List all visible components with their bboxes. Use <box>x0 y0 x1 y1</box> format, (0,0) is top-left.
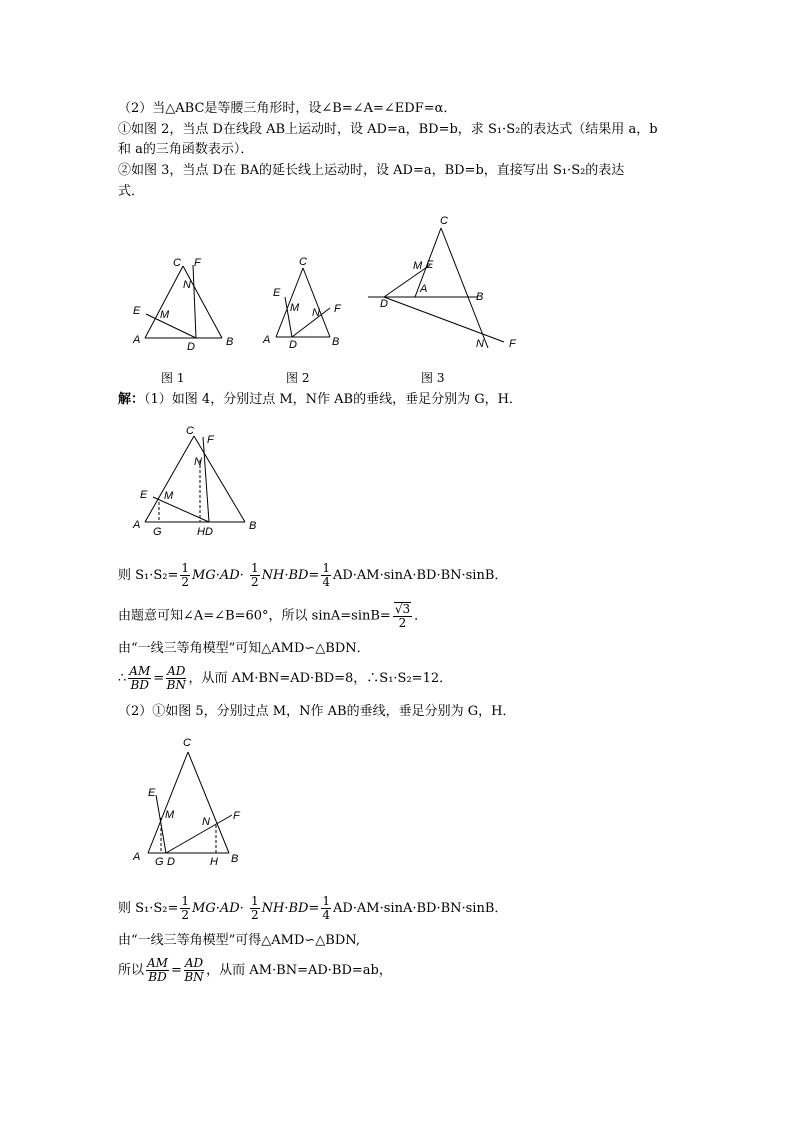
formula1-mid2: NH·BD= <box>261 568 320 583</box>
frac-num: 1 <box>322 894 330 908</box>
equals: = <box>170 963 182 978</box>
frac-num: 1 <box>181 894 190 908</box>
fig2-label-A: A <box>263 334 271 346</box>
frac-num: 1 <box>250 894 259 908</box>
fig1-label-N: N <box>183 279 191 291</box>
ratio-line-2-prefix: 所以 <box>118 963 145 978</box>
fig4-label-HD: HD <box>197 526 213 538</box>
frac-num: 1 <box>181 561 190 575</box>
fig4-label-A: A <box>133 519 141 531</box>
fig3-label-C: C <box>440 215 448 227</box>
solution-part2-intro: （2）①如图 5，分别过点 M，N作 AB的垂线，垂足分别为 G，H． <box>118 704 516 719</box>
fig1-label-B: B <box>226 336 234 348</box>
problem-q2-line1: ②如图 3，当点 D在 BA的延长线上运动时，设 AD=a，BD=b，直接写出 S₁·S₂的表达 <box>118 163 625 178</box>
frac-den: 2 <box>181 908 190 922</box>
fig5-label-E: E <box>148 787 156 799</box>
frac-den: BN <box>166 678 186 692</box>
formula1-tail: AD·AM·sinA·BD·BN·sinB． <box>332 568 508 583</box>
fraction-AD-BN <box>184 957 204 984</box>
fig5-label-B: B <box>231 853 239 865</box>
frac-den: 4 <box>322 575 330 589</box>
fig3-label-E: E <box>426 259 434 271</box>
frac-num: AD <box>167 664 186 678</box>
fig5-label-M: M <box>165 809 175 821</box>
fig2-label-N: N <box>312 307 320 319</box>
fig3-label-D: D <box>380 298 388 310</box>
formula2-prefix: 则 S₁·S₂= <box>118 901 179 916</box>
frac-den: 4 <box>322 908 330 922</box>
formula-2 <box>118 895 507 922</box>
caption-fig2: 图 2 <box>286 371 310 385</box>
caption-fig3: 图 3 <box>421 371 445 385</box>
problem-q1-line1: ①如图 2，当点 D在线段 AB上运动时，设 AD=a，BD=b，求 S₁·S₂的表达式（结果用 a，b <box>118 122 658 137</box>
fig2-label-F: F <box>334 303 341 315</box>
period: ． <box>414 608 428 624</box>
ratio-line-2-tail: ，从而 AM·BN=AD·BD=ab， <box>206 963 392 978</box>
fraction-half-1 <box>180 895 190 922</box>
frac-num: AM <box>129 664 151 678</box>
frac-num: AD <box>184 956 204 970</box>
problem-q1-line2: 和 a的三角函数表示）． <box>118 142 254 157</box>
fig5-label-F: F <box>233 810 240 822</box>
therefore-symbol: ∴ <box>118 671 127 686</box>
formula2-mid2: NH·BD= <box>261 901 320 916</box>
fig4-label-C: C <box>186 425 194 437</box>
solution-label: 解： <box>118 392 145 407</box>
fig5-label-H: H <box>210 856 218 868</box>
frac-num: AM <box>147 956 168 970</box>
problem-q2-line2: 式． <box>118 184 145 199</box>
formula1-prefix: 则 S₁·S₂= <box>118 568 179 583</box>
fig5-label-C: C <box>183 737 191 749</box>
fig1-label-A: A <box>133 334 141 346</box>
frac-den: 2 <box>398 616 407 630</box>
frac-num: 1 <box>322 561 330 575</box>
fig3-label-N: N <box>476 338 484 350</box>
fig4-label-B: B <box>249 520 257 532</box>
model-line-1: 由“一线三等角模型”可知△AMD∽△BDN． <box>118 641 370 656</box>
fig2-label-B: B <box>332 336 340 348</box>
fig3-label-B: B <box>476 291 484 303</box>
fraction-quarter <box>321 895 331 922</box>
fig2-label-C: C <box>299 256 307 268</box>
frac-den: BN <box>184 970 204 984</box>
ratio-line-2 <box>118 957 392 984</box>
model-line-2: 由“一线三等角模型”可得△AMD∽△BDN, <box>118 933 360 948</box>
frac-den: 2 <box>250 908 259 922</box>
fig4-label-E: E <box>140 489 148 501</box>
formula1-mid: MG·AD· <box>192 568 244 583</box>
frac-den: BD <box>130 678 149 692</box>
fig4-label-M: M <box>164 490 174 502</box>
sqrt3: √3 <box>394 602 411 616</box>
fig1-label-D: D <box>187 341 195 353</box>
frac-den: 2 <box>250 575 259 589</box>
sin-line-text: 由题意可知∠A=∠B=60°，所以 sinA=sinB= <box>118 608 391 624</box>
fig3-label-M: M <box>413 260 423 272</box>
frac-num: 1 <box>250 561 259 575</box>
frac-den: BD <box>148 970 167 984</box>
fig4-label-G: G <box>153 526 162 538</box>
fig3-label-A: A <box>420 283 428 295</box>
formula2-mid: MG·AD· <box>192 901 244 916</box>
fig4-label-N: N <box>194 456 202 468</box>
fraction-half-2 <box>250 895 260 922</box>
fig5-label-A: A <box>133 851 141 863</box>
caption-fig1: 图 1 <box>161 371 185 385</box>
formula2-tail: AD·AM·sinA·BD·BN·sinB． <box>332 901 508 916</box>
fig3-label-F: F <box>509 338 516 350</box>
fig1-label-C: C <box>173 257 181 269</box>
fig5-label-G: G <box>155 856 164 868</box>
fig1-label-E: E <box>133 305 141 317</box>
fraction-AM-BD <box>146 957 169 984</box>
fig2-label-M: M <box>290 302 300 314</box>
fig2-label-E: E <box>273 287 281 299</box>
fig5-label-N: N <box>202 816 210 828</box>
problem-part2-title: （2）当△ABC是等腰三角形时，设∠B=∠A=∠EDF=α． <box>118 101 457 116</box>
solution-part1-text: （1）如图 4，分别过点 M，N作 AB的垂线，垂足分别为 G，H． <box>144 392 522 407</box>
fig1-label-M: M <box>160 309 170 321</box>
fig1-label-F: F <box>194 257 201 269</box>
fig4-label-F: F <box>207 434 214 446</box>
fig2-label-D: D <box>289 339 297 351</box>
ratio-line-1-tail: ，从而 AM·BN=AD·BD=8，∴S₁·S₂=12． <box>188 671 453 686</box>
equals: = <box>153 671 165 686</box>
frac-den: 2 <box>181 575 190 589</box>
fig5-label-D: D <box>167 856 175 868</box>
